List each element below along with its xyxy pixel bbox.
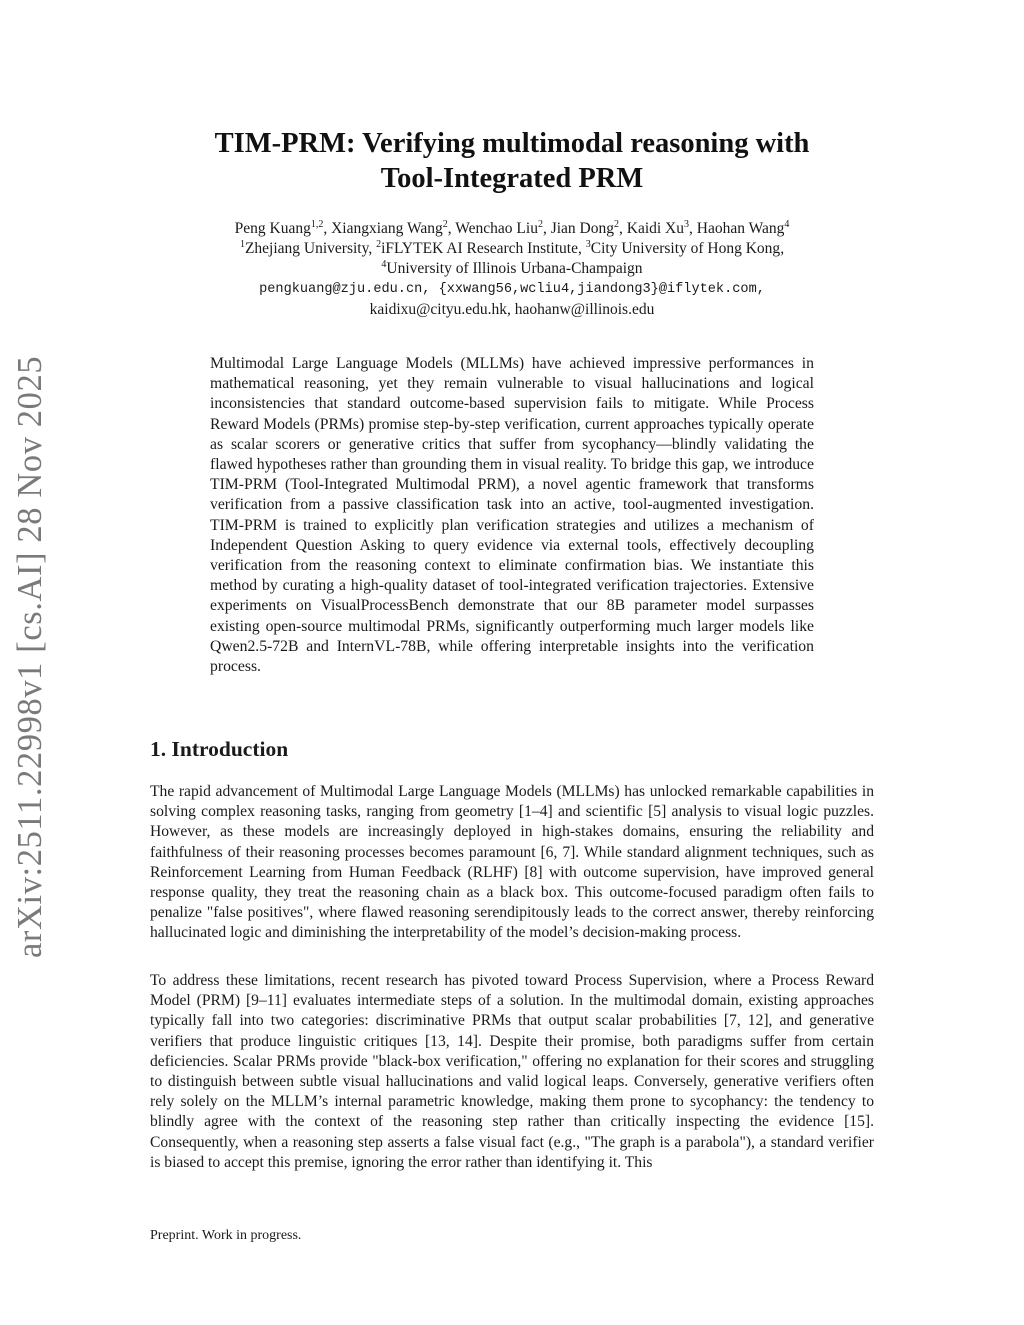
author-affiliation-marker: 3 bbox=[684, 219, 690, 230]
author-name: Peng Kuang bbox=[234, 220, 311, 237]
affiliation-name: iFLYTEK AI Research Institute bbox=[381, 240, 578, 258]
paper-title-line-1: TIM-PRM: Verifying multimodal reasoning with bbox=[214, 128, 810, 159]
arxiv-identifier: arXiv:2511.22998v1 [cs.AI] 28 Nov 2025 bbox=[11, 355, 49, 958]
author-name: Kaidi Xu bbox=[626, 220, 685, 237]
affiliation-name: Zhejiang University bbox=[244, 240, 369, 258]
author-affiliation-marker: 2 bbox=[442, 219, 448, 230]
paper-title-line-2: Tool-Integrated PRM bbox=[380, 163, 644, 194]
author-affiliation-marker: 1,2 bbox=[310, 219, 324, 230]
abstract: Multimodal Large Language Models (MLLMs) have achieved impressive performances in mathematical reasoning, yet they remain vulnerable to visual hallucinations and logical inconsistencies that standard outcome-based supervision fails to mitigate. While Process Reward Models (PRMs) promise step-by-step verification, current approaches typically operate as scalar scorers or generative critics that suffer from sycophancy—blindly validating the flawed hypotheses rather than grounding them in visual reality. To bridge this gap, we introduce TIM-PRM (Tool-Integrated Multimodal PRM), a novel agentic framework that transforms verification from a passive classification task into an active, tool-augmented investigation. TIM-PRM is trained to explicitly plan verification strategies and utilizes a mechanism of Independent Question Asking to query evidence via external tools, effectively decoupling verification from the reasoning context to eliminate confirmation bias. We instantiate this method by curating a high-quality dataset of tool-integrated verification trajectories. Extensive experiments on VisualProcessBench demonstrate that our 8B parameter model surpasses existing open-source multimodal PRMs, significantly outperforming much larger models like Qwen2.5-72B and InternVL-78B, while offering interpretable insights into the verification process. bbox=[210, 355, 814, 676]
affiliation-name: University of Illinois Urbana-Champaign bbox=[386, 260, 643, 278]
preprint-footnote: Preprint. Work in progress. bbox=[150, 1228, 302, 1243]
author-emails: pengkuang@zju.edu.cn, {xxwang56,wcliu4,jiandong3}@iflytek.com, bbox=[259, 281, 765, 297]
affiliation-name: City University of Hong Kong bbox=[590, 240, 781, 258]
author-affiliation-marker: 2 bbox=[537, 219, 543, 230]
author-name: Xiangxiang Wang bbox=[331, 220, 443, 237]
affiliation-list: $^1$Zhejiang University, $^2$iFLYTEK AI Research Institute, $^3$City University of Hong Kong, bbox=[239, 239, 785, 258]
body-paragraph: The rapid advancement of Multimodal Large Language Models (MLLMs) has unlocked remarkable capabilities in solving complex reasoning tasks, ranging from geometry [1–4] and scientific [5] analysis to visual logic puzzles. However, as these models are increasingly deployed in high-stakes domains, ensuring the reliability and faithfulness of their reasoning processes becomes paramount [6, 7]. While standard alignment techniques, such as Reinforcement Learning from Human Feedback (RLHF) [8] with outcome supervision, have improved general response quality, they treat the reasoning chain as a black box. This outcome-focused paradigm often fails to penalize "false positives", where flawed reasoning serendipitously leads to the correct answer, thereby reinforcing hallucinated logic and diminishing the interpretability of the model’s decision-making process. bbox=[150, 783, 874, 942]
author-affiliation-marker: 2 bbox=[614, 219, 619, 230]
author-emails-continued: kaidixu@cityu.edu.hk, haohanw@illinois.edu bbox=[369, 300, 655, 318]
section-heading-introduction: 1. Introduction bbox=[150, 737, 289, 761]
author-affiliation-marker: 4 bbox=[784, 219, 790, 230]
author-name: Jian Dong bbox=[550, 220, 614, 237]
author-list: Peng Kuang$^{1,2}$, Xiangxiang Wang$^2$, Wenchao Liu$^2$, Jian Dong$^2$, Kaidi Xu$^3$, Haohan Wang$^4$ bbox=[234, 219, 790, 237]
author-name: Haohan Wang bbox=[696, 220, 785, 237]
affiliation-list-continued: $^4$University of Illinois Urbana-Champaign bbox=[381, 259, 643, 278]
author-block bbox=[150, 219, 874, 320]
body-paragraph: To address these limitations, recent research has pivoted toward Process Supervision, where a Process Reward Model (PRM) [9–11] evaluates intermediate steps of a solution. In the multimodal domain, existing approaches typically fall into two categories: discriminative PRMs that output scalar probabilities [7, 12], and generative verifiers that produce linguistic critiques [13, 14]. Despite their promise, both paradigms suffer from certain deficiencies. Scalar PRMs provide "black-box verification," offering no explanation for their scores and struggling to distinguish between subtle visual hallucinations and valid logical leaps. Conversely, generative verifiers often rely solely on the MLLM’s internal parametric knowledge, making them prone to sycophancy: the tendency to blindly agree with the context of the reasoning step rather than critically inspecting the evidence [15]. Consequently, when a reasoning step asserts a false visual fact (e.g., "The graph is a parabola"), a standard verifier is biased to accept this premise, ignoring the error rather than identifying it. This bbox=[150, 972, 874, 1171]
author-name: Wenchao Liu bbox=[455, 220, 538, 237]
paper-title bbox=[150, 126, 874, 196]
